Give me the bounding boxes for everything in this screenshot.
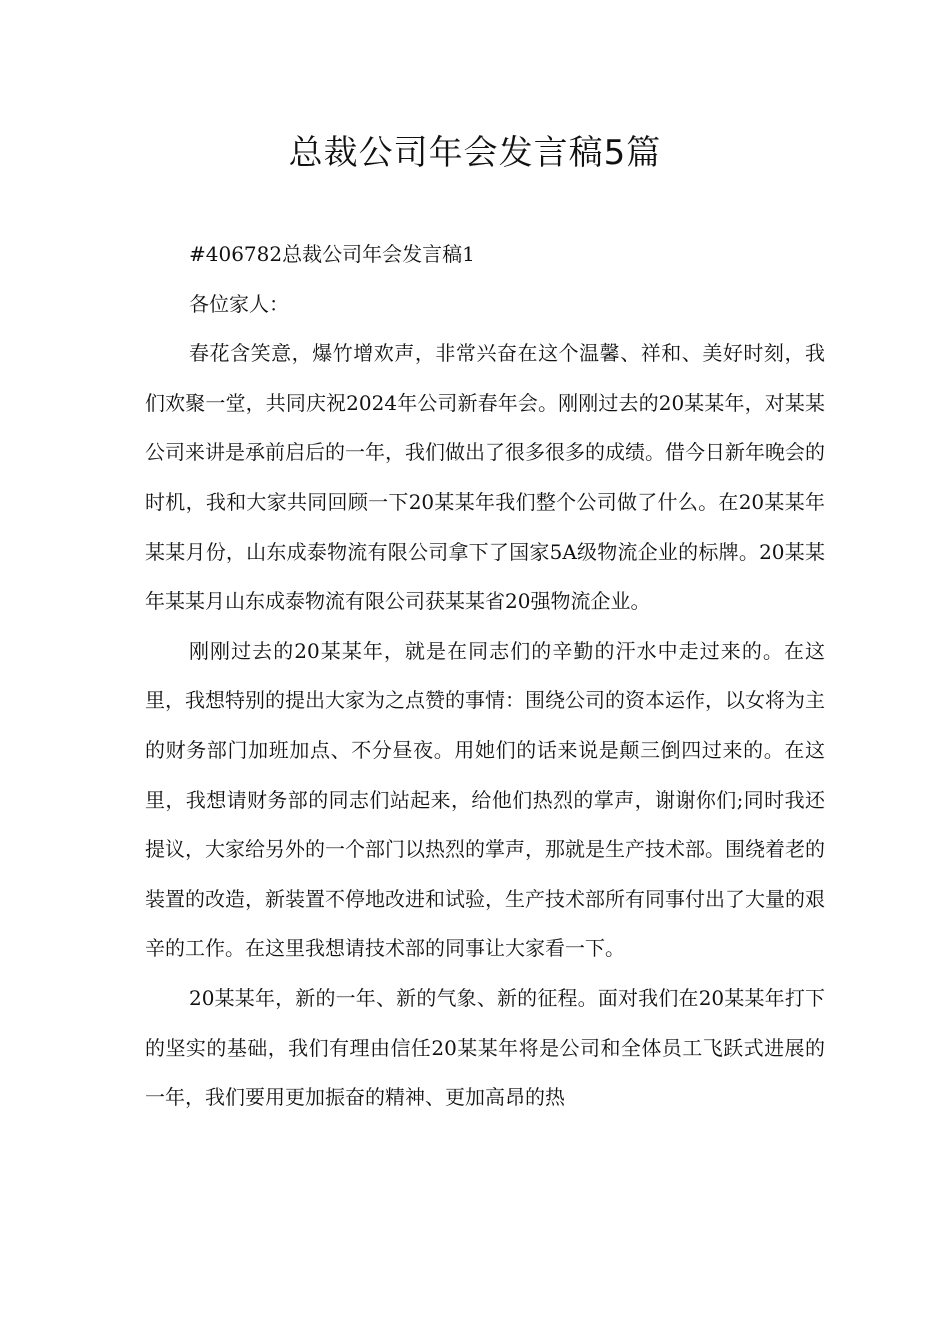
body-paragraph: 20某某年，新的一年、新的气象、新的征程。面对我们在20某某年打下的坚实的基础，我们有理由信任20某某年将是公司和全体员工飞跃式进展的一年，我们要用更加振奋的精神、更加高昂的热 — [145, 985, 825, 1110]
section-heading: #406782总裁公司年会发言稿1 — [189, 242, 475, 266]
document-body — [145, 230, 825, 1123]
body-paragraph: 刚刚过去的20某某年，就是在同志们的辛勤的汗水中走过来的。在这里，我想特别的提出大家为之点赞的事情：围绕公司的资本运作，以女将为主的财务部门加班加点、不分昼夜。用她们的话来说是颠三倒四过来的。在这里，我想请财务部的同志们站起来，给他们热烈的掌声，谢谢你们;同时我还提议，大家给另外的一个部门以热烈的掌声，那就是生产技术部。围绕着老的装置的改造，新装置不停地改进和试验，生产技术部所有同事付出了大量的艰辛的工作。在这里我想请技术部的同事让大家看一下。 — [145, 638, 825, 961]
body-paragraph: 春花含笑意，爆竹增欢声，非常兴奋在这个温馨、祥和、美好时刻，我们欢聚一堂，共同庆祝2024年公司新春年会。刚刚过去的20某某年，对某某公司来讲是承前启后的一年，我们做出了很多很多的成绩。借今日新年晚会的时机，我和大家共同回顾一下20某某年我们整个公司做了什么。在20某某年某某月份，山东成泰物流有限公司拿下了国家5A级物流企业的标牌。20某某年某某月山东成泰物流有限公司获某某省20强物流企业。 — [145, 341, 825, 614]
salutation: 各位家人： — [189, 291, 289, 316]
document-title: 总裁公司年会发言稿5篇 — [288, 133, 662, 173]
